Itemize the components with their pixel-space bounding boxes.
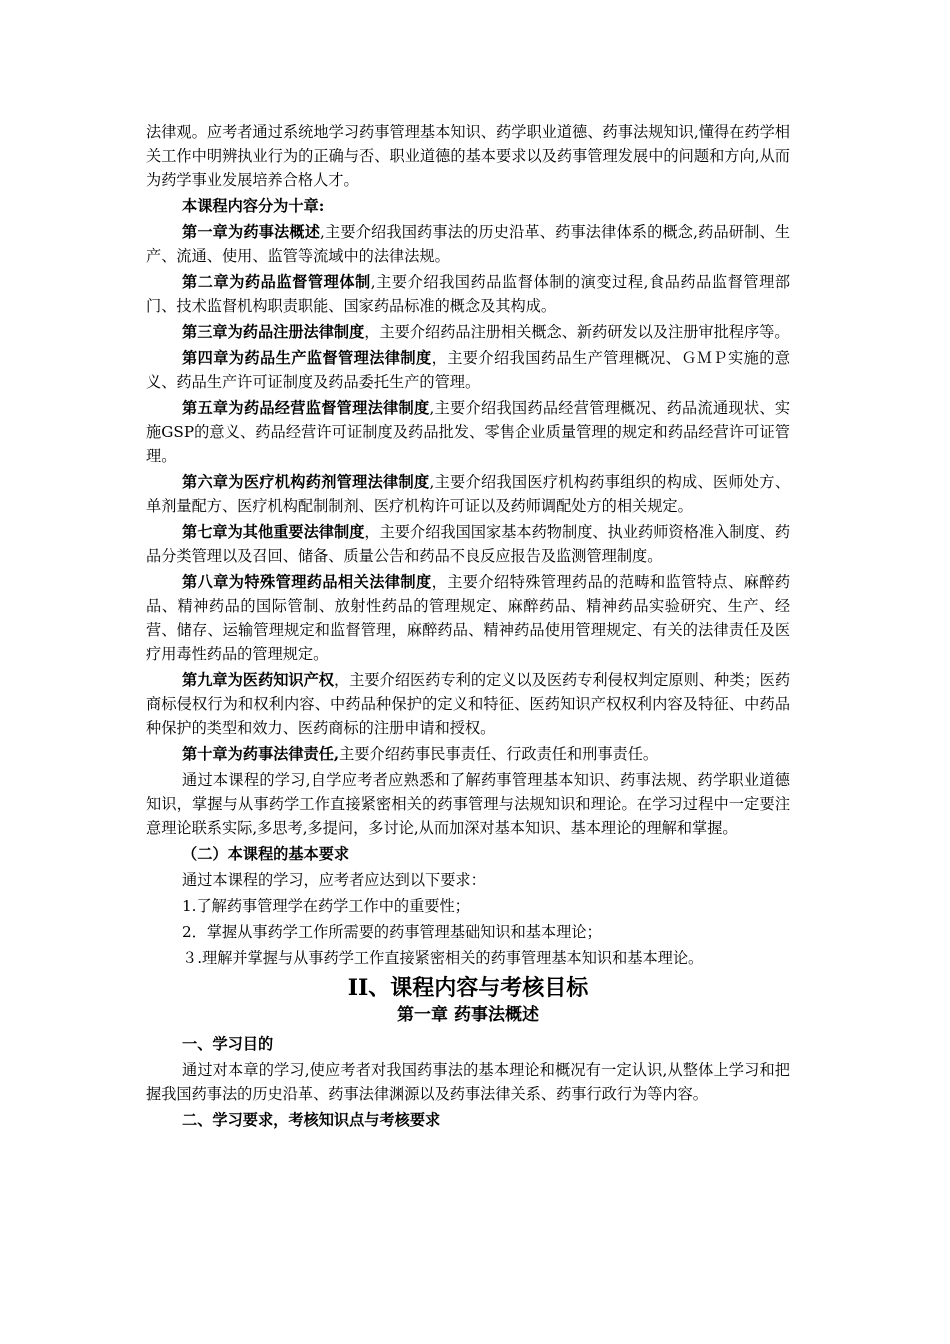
chapter-item	[146, 396, 790, 468]
chapter-desc: ，主要介绍我国药品生产管理概况、ＧＭＰ实施的意义、药品生产许可证制度及药品委托生产的管理。	[146, 349, 791, 391]
chapter-title: 第六章为医疗机构药剂管理法律制度	[182, 473, 430, 491]
chapter-desc: ,主要介绍我国医疗机构药事组织的构成、医师处方、单剂量配方、医疗机构配制制剂、医疗机构许可证以及药师调配处方的相关规定。	[146, 473, 791, 515]
chapter-title: 第十章为药事法律责任,	[182, 745, 340, 763]
chapter-title: 第九章为医药知识产权	[182, 671, 335, 689]
chapter-title: 第一章为药事法概述	[182, 223, 321, 241]
chapter-item	[146, 220, 790, 268]
chapter-desc: ，主要介绍医药专利的定义以及医药专利侵权判定原则、种类；医药商标侵权行为和权利内容、中药品种保护的定义和特征、医药知识产权权利内容及特征、中药品种保护的类型和效力、医药商标的注册申请和授权。	[146, 671, 791, 737]
chapter-item	[146, 520, 790, 568]
chapter-item	[146, 570, 790, 666]
chapter-item	[146, 320, 790, 344]
chapter-desc: ,主要介绍我国药品经营管理概况、药品流通现状、实施GSP的意义、药品经营许可证制度及药品批发、零售企业质量管理的规定和药品经营许可证管理。	[146, 399, 791, 465]
requirement-item: 2．掌握从事药学工作所需要的药事管理基础知识和基本理论；	[182, 923, 602, 941]
chapter-desc: ,主要介绍我国药事法的历史沿革、药事法律体系的概念,药品研制、生产、流通、使用、监管等流域中的法律法规。	[146, 223, 791, 265]
chapter-desc: ，主要介绍特殊管理药品的范畴和监管特点、麻醉药品、精神药品的国际管制、放射性药品的管理规定、麻醉药品、精神药品实验研究、生产、经营、储存、运输管理规定和监督管理，麻醉药品、精神药品使用管理规定、有关的法律责任及医疗用毒性药品的管理规定。	[146, 573, 791, 663]
requirements-heading: （二）本课程的基本要求	[182, 845, 350, 863]
chapter-desc: 主要介绍药事民事责任、行政责任和刑事责任。	[339, 745, 659, 763]
chapter-item	[146, 668, 790, 740]
document-page	[146, 120, 790, 1132]
chapter-item	[146, 270, 790, 318]
chapter-title: 第五章为药品经营监督管理法律制度	[182, 399, 430, 417]
requirements-intro: 通过本课程的学习，应考者应达到以下要求：	[182, 871, 486, 889]
chapter-title: 第二章为药品监督管理体制	[182, 273, 371, 291]
study-paragraph: 通过本课程的学习,自学应考者应熟悉和了解药事管理基本知识、药事法规、药学职业道德知识，掌握与从事药学工作直接紧密相关的药事管理与法规知识和理论。在学习过程中一定要注意理论联系实际,多思考,多提问，多讨论,从而加深对基本知识、基本理论的理解和掌握。	[146, 771, 790, 837]
chapter-title: 第四章为药品生产监督管理法律制度	[182, 349, 432, 367]
requirement-item: ３.理解并掌握与从事药学工作直接紧密相关的药事管理基本知识和基本理论。	[182, 949, 704, 967]
section-purpose-text: 通过对本章的学习,使应考者对我国药事法的基本理论和概况有一定认识,从整体上学习和把握我国药事法的历史沿革、药事法律渊源以及药事法律关系、药事行政行为等内容。	[146, 1061, 790, 1103]
chapter-title: 第七章为其他重要法律制度	[182, 523, 365, 541]
chapter-desc: ，主要介绍药品注册相关概念、新药研发以及注册审批程序等。	[364, 323, 790, 341]
chapter-title: 第八章为特殊管理药品相关法律制度	[182, 573, 432, 591]
section-heading-purpose: 一、学习目的	[182, 1035, 274, 1053]
chapter-desc: ,主要介绍我国药品监督体制的演变过程,食品药品监督管理部门、技术监督机构职责职能、国家药品标准的概念及其构成。	[146, 273, 791, 315]
requirement-item: 1.了解药事管理学在药学工作中的重要性；	[182, 897, 470, 915]
part-title: II、课程内容与考核目标	[347, 975, 589, 1001]
section-heading-requirements: 二、学习要求，考核知识点与考核要求	[182, 1111, 441, 1129]
intro-paragraph: 法律观。应考者通过系统地学习药事管理基本知识、药学职业道德、药事法规知识,懂得在药学相关工作中明辨执业行为的正确与否、职业道德的基本要求以及药事管理发展中的问题和方向,从而为药学事业发展培养合格人才。	[146, 123, 790, 189]
chapter-item	[146, 470, 790, 518]
chapter-desc: ，主要介绍我国国家基本药物制度、执业药师资格准入制度、药品分类管理以及召回、储备、质量公告和药品不良反应报告及监测管理制度。	[146, 523, 791, 565]
chapter-one-title: 第一章 药事法概述	[397, 1005, 539, 1025]
chapter-item	[146, 346, 790, 394]
chapter-item	[146, 742, 790, 766]
chapter-title: 第三章为药品注册法律制度	[182, 323, 365, 341]
content-intro: 本课程内容分为十章:	[182, 197, 325, 215]
